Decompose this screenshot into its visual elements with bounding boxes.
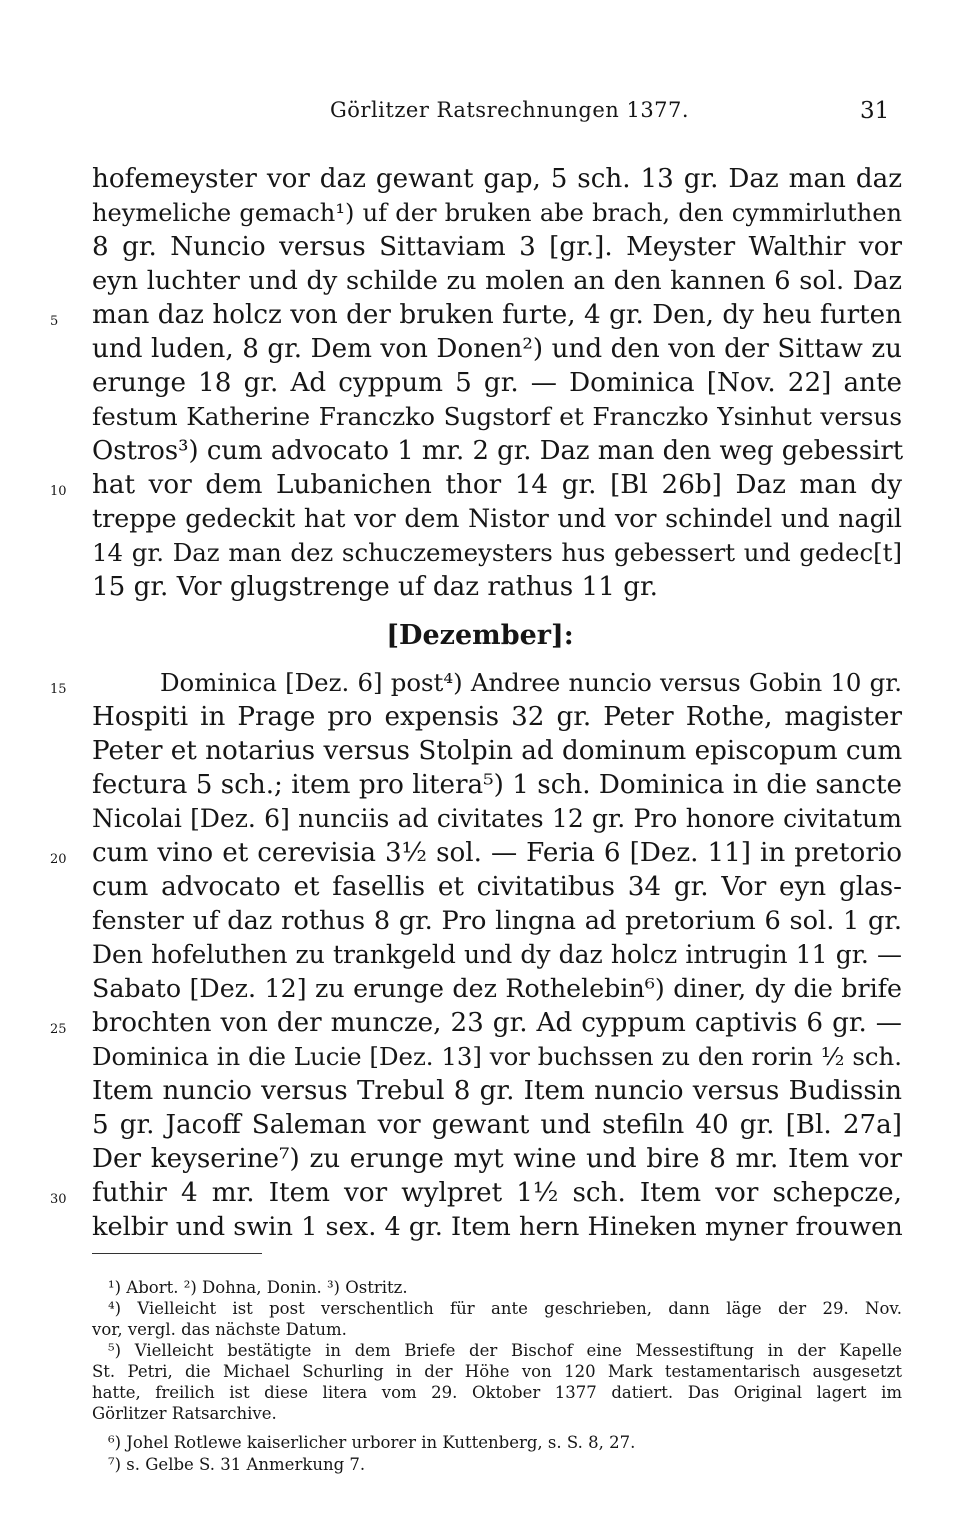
body-line: Peter et notarius versus Stolpin ad dominum episcopum cum [92, 736, 903, 766]
footnote: vor, vergl. das nächste Datum. [92, 1320, 347, 1339]
body-line: Sabato [Dez. 12] zu erunge dez Rothelebin⁶) diner, dy die brife [92, 974, 902, 1003]
margin-line-number: 15 [50, 682, 67, 697]
footnote: ⁶) Johel Rotlewe kaiserlicher urborer in Kuttenberg, s. S. 8, 27. [108, 1433, 636, 1452]
body-line: 5 gr. Jacoff Saleman vor gewant und stefiln 40 gr. [Bl. 27a] [92, 1110, 902, 1140]
body-line: 14 gr. Daz man dez schuczemeysters hus gebessert und gedec[t] [92, 538, 902, 567]
body-line: kelbir und swin 1 sex. 4 gr. Item hern Hineken myner frouwen [92, 1212, 903, 1242]
body-line: treppe gedeckit hat vor dem Nistor und vor schindel und nagil [92, 504, 902, 533]
body-line: hofemeyster vor daz gewant gap, 5 sch. 13 gr. Daz man daz [92, 164, 902, 194]
body-line: heymeliche gemach¹) uf der bruken abe brach, den cymmirluthen [92, 199, 902, 227]
body-line: cum vino et cerevisia 3½ sol. — Feria 6 [Dez. 11] in pretorio [92, 838, 902, 868]
body-line: Dominica in die Lucie [Dez. 13] vor buchssen zu den rorin ½ sch. [92, 1042, 902, 1071]
body-line: brochten von der muncze, 23 gr. Ad cyppum captivis 6 gr. — [92, 1008, 902, 1038]
footnote: ⁷) s. Gelbe S. 31 Anmerkung 7. [108, 1455, 366, 1474]
body-line: cum advocato et fasellis et civitatibus 34 gr. Vor eyn glas- [92, 872, 902, 902]
body-line: 15 gr. Vor glugstrenge uf daz rathus 11 gr. [92, 572, 658, 602]
body-line: Der keyserine⁷) zu erunge myt wine und bire 8 mr. Item vor [92, 1144, 902, 1174]
margin-line-number: 25 [50, 1022, 67, 1037]
body-line: Hospiti in Prage pro expensis 32 gr. Peter Rothe, magister [92, 702, 902, 732]
body-line: Item nuncio versus Trebul 8 gr. Item nuncio versus Budissin [92, 1076, 902, 1106]
body-line: eyn luchter und dy schilde zu molen an den kannen 6 sol. Daz [92, 266, 902, 296]
margin-line-number: 5 [50, 314, 59, 329]
body-line: fenster uf daz rothus 8 gr. Pro lingna ad pretorium 6 sol. 1 gr. [92, 906, 902, 936]
body-line: festum Katherine Franczko Sugstorf et Franczko Ysinhut versus [92, 402, 902, 431]
footnote: ⁵) Vielleicht bestätigte in dem Briefe der Bischof eine Messestiftung in der Kapelle [108, 1341, 902, 1360]
margin-line-number: 30 [50, 1192, 67, 1207]
body-line: Dominica [Dez. 6] post⁴) Andree nuncio versus Gobin 10 gr. [160, 668, 902, 697]
body-line: hat vor dem Lubanichen thor 14 gr. [Bl 26b] Daz man dy [92, 470, 902, 500]
body-line: und luden, 8 gr. Dem von Donen²) und den von der Sittaw zu [92, 334, 902, 364]
body-line: Ostros³) cum advocato 1 mr. 2 gr. Daz man den weg gebessirt [92, 436, 904, 466]
body-line: fectura 5 sch.; item pro litera⁵) 1 sch. Dominica in die sancte [92, 770, 902, 800]
footnote: Görlitzer Ratsarchive. [92, 1404, 277, 1423]
margin-line-number: 10 [50, 484, 67, 499]
body-line: man daz holcz von der bruken furte, 4 gr. Den, dy heu furten [92, 300, 902, 330]
body-line: 8 gr. Nuncio versus Sittaviam 3 [gr.]. Meyster Walthir vor [92, 232, 902, 262]
body-line: Den hofeluthen zu trankgeld und dy daz holcz intrugin 11 gr. — [92, 940, 902, 969]
page-number: 31 [860, 98, 890, 124]
running-title: Görlitzer Ratsrechnungen 1377. [330, 98, 690, 122]
section-heading: [Dezember]: [386, 620, 574, 651]
body-line: Nicolai [Dez. 6] nunciis ad civitates 12 gr. Pro honore civitatum [92, 804, 902, 833]
footnote: ¹) Abort. ²) Dohna, Donin. ³) Ostritz. [108, 1278, 408, 1297]
footnote-rule [92, 1253, 262, 1254]
body-line: erunge 18 gr. Ad cyppum 5 gr. — Dominica [Nov. 22] ante [92, 368, 902, 398]
footnote: ⁴) Vielleicht ist post verschentlich für ante geschrieben, dann läge der 29. Nov. [108, 1299, 902, 1318]
footnote: St. Petri, die Michael Schurling in der Höhe von 120 Mark testamentarisch ausgesetzt [92, 1362, 902, 1381]
body-line: futhir 4 mr. Item vor wylpret 1½ sch. Item vor schepcze, [92, 1178, 902, 1208]
footnote: hatte, freilich ist diese litera vom 29. Oktober 1377 datiert. Das Original lagert im [92, 1383, 902, 1402]
running-head [0, 98, 960, 128]
margin-line-number: 20 [50, 852, 67, 867]
